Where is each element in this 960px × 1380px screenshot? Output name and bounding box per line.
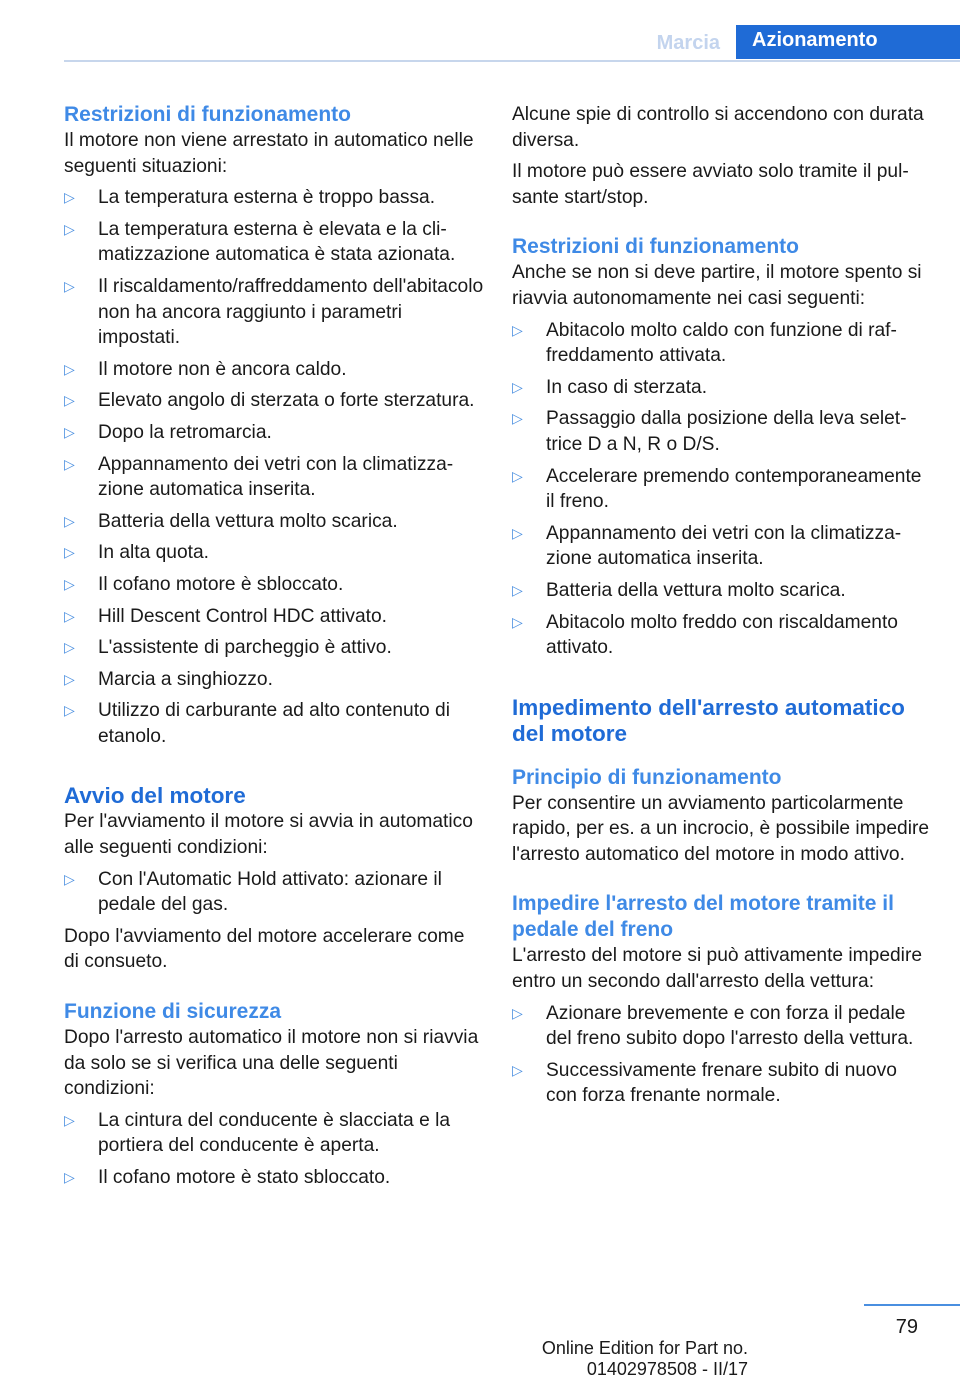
list-item-text: La cintura del conducente è slacciata e la portiera del conducente è aperta. <box>98 1109 450 1157</box>
list-item-text: Elevato angolo di sterzata o forte sterzatura. <box>98 390 475 412</box>
list-item-text: Marcia a singhiozzo. <box>98 668 273 690</box>
bullet-triangle-icon: ▷ <box>64 1169 75 1185</box>
brake-pedal-heading: Impedire l'arresto del motore tramite il pedale del freno <box>512 892 894 942</box>
indicator-lights-text: Alcune spie di controllo si accendono con durata diversa. <box>512 104 924 151</box>
list-item <box>64 185 484 211</box>
list-item <box>64 274 484 351</box>
left-column <box>64 102 484 1191</box>
list-item <box>512 521 932 572</box>
list-item-text: Batteria della vettura molto scarica. <box>98 510 398 532</box>
header-section: Marcia <box>656 32 720 54</box>
list-item <box>64 635 484 661</box>
list-item <box>512 610 932 661</box>
list-item-text: Dopo la retromarcia. <box>98 421 272 443</box>
list-item <box>512 1058 932 1109</box>
list-item-text: Passaggio dalla posizione della leva selettrice D a N, R o D/S. <box>546 408 907 455</box>
bullet-triangle-icon: ▷ <box>64 392 75 409</box>
safety-intro: Dopo l'arresto automatico il motore non si riavvia da solo se si verifica una delle seguenti condizioni: <box>64 1027 479 1100</box>
list-item <box>512 578 932 604</box>
bullet-triangle-icon: ▷ <box>512 378 523 395</box>
list-item <box>64 452 484 503</box>
list-item-text: Abitacolo molto freddo con riscaldamento attivato. <box>546 611 898 659</box>
list-item <box>64 867 484 918</box>
safety-list <box>64 1108 484 1191</box>
bullet-triangle-icon: ▷ <box>64 512 75 529</box>
restrictions-intro: Il motore non viene arrestato in automatico nelle seguenti situazioni: <box>64 130 474 177</box>
list-item <box>64 698 484 749</box>
edition-info: Online Edition for Part no. 01402978508 - II/17 <box>541 1338 748 1379</box>
bullet-triangle-icon: ▷ <box>512 467 523 484</box>
page-number: 79 <box>895 1316 918 1338</box>
list-item <box>64 388 484 414</box>
restart-list <box>512 318 932 661</box>
list-item <box>64 572 484 598</box>
bullet-triangle-icon: ▷ <box>512 1061 523 1078</box>
list-item-text: Batteria della vettura molto scarica. <box>546 579 846 601</box>
bullet-triangle-icon: ▷ <box>64 455 75 472</box>
list-item <box>64 604 484 630</box>
list-item-text: Appannamento dei vetri con la climatizzazione automatica inserita. <box>546 522 902 570</box>
list-item-text: In caso di sterzata. <box>546 376 708 398</box>
principle-heading: Principio di funzionamento <box>512 765 782 789</box>
list-item-text: Il motore non è ancora caldo. <box>98 358 347 380</box>
safety-heading: Funzione di sicurezza <box>64 1000 282 1024</box>
list-item <box>64 540 484 566</box>
bullet-triangle-icon: ▷ <box>512 524 523 541</box>
bullet-triangle-icon: ▷ <box>64 702 75 719</box>
bullet-triangle-icon: ▷ <box>64 220 75 237</box>
header-rule <box>64 60 960 62</box>
bullet-triangle-icon: ▷ <box>64 670 75 687</box>
list-item-text: Utilizzo di carburante ad alto contenuto di etanolo. <box>98 700 450 747</box>
list-item <box>64 420 484 446</box>
bullet-triangle-icon: ▷ <box>64 360 75 377</box>
brake-pedal-list <box>512 1001 932 1109</box>
list-item <box>64 509 484 535</box>
list-item-text: Accelerare premendo contemporaneamente il freno. <box>546 465 922 513</box>
list-item-text: Con l'Automatic Hold attivato: azionare il pedale del gas. <box>98 868 442 916</box>
list-item-text: L'assistente di parcheggio è attivo. <box>98 637 392 659</box>
right-column <box>512 102 932 1109</box>
engine-start-intro: Per l'avviamento il motore si avvia in automatico alle seguenti condizioni: <box>64 811 473 859</box>
list-item <box>512 318 932 369</box>
bullet-triangle-icon: ▷ <box>512 1004 523 1021</box>
restrictions-heading-2: Restrizioni di funzionamento <box>512 235 799 259</box>
bullet-triangle-icon: ▷ <box>64 607 75 624</box>
list-item <box>512 464 932 515</box>
list-item-text: Azionare brevemente e con forza il pedale del freno subito dopo l'arresto della vettura. <box>546 1002 914 1050</box>
bullet-triangle-icon: ▷ <box>64 544 75 561</box>
list-item <box>64 667 484 693</box>
restrictions-list <box>64 185 484 749</box>
principle-text: Per consentire un avviamento particolarmente rapido, per es. a un incrocio, è possibile impedire l'arresto automatico del motore in modo attivo. <box>512 792 930 865</box>
restrictions-intro-2: Anche se non si deve partire, il motore spento si riavvia autonomamente nei casi seguenti: <box>512 262 922 309</box>
bullet-triangle-icon: ▷ <box>64 870 75 887</box>
list-item <box>512 375 932 401</box>
bullet-triangle-icon: ▷ <box>64 575 75 592</box>
list-item-text: In alta quota. <box>98 542 209 564</box>
bullet-triangle-icon: ▷ <box>64 639 75 656</box>
list-item-text: La temperatura esterna è elevata e la climatizzazione automatica è stata azionata. <box>98 218 456 266</box>
brake-pedal-intro: L'arresto del motore si può attivamente impedire entro un secondo dall'arresto della vettura: <box>512 945 923 993</box>
restrictions-heading: Restrizioni di funzionamento <box>64 103 351 126</box>
prevent-stop-heading: Impedimento dell'arresto automatico del motore <box>512 694 905 746</box>
bullet-triangle-icon: ▷ <box>512 613 523 630</box>
list-item <box>512 1001 932 1052</box>
engine-start-list <box>64 867 484 918</box>
list-item-text: Il cofano motore è stato sbloccato. <box>98 1167 391 1188</box>
list-item-text: Hill Descent Control HDC attivato. <box>98 605 387 627</box>
footer-rule <box>864 1304 960 1306</box>
header-chapter: Azionamento <box>736 25 960 59</box>
bullet-triangle-icon: ▷ <box>512 581 523 598</box>
bullet-triangle-icon: ▷ <box>64 189 75 206</box>
list-item-text: La temperatura esterna è troppo bassa. <box>98 187 436 209</box>
list-item <box>64 357 484 383</box>
bullet-triangle-icon: ▷ <box>64 1111 75 1128</box>
bullet-triangle-icon: ▷ <box>512 321 523 338</box>
list-item-text: Il riscaldamento/raffreddamento dell'abitacolo non ha ancora raggiunto i parametri impostati. <box>98 275 484 349</box>
bullet-triangle-icon: ▷ <box>512 410 523 427</box>
list-item <box>64 1108 484 1159</box>
list-item <box>64 217 484 268</box>
engine-start-after: Dopo l'avviamento del motore accelerare come di consueto. <box>64 925 465 973</box>
engine-start-heading: Avvio del motore <box>64 783 246 809</box>
list-item-text: Appannamento dei vetri con la climatizzazione automatica inserita. <box>98 453 454 501</box>
bullet-triangle-icon: ▷ <box>64 277 75 294</box>
start-stop-text: Il motore può essere avviato solo tramite il pulsante start/stop. <box>512 161 909 208</box>
list-item-text: Successivamente frenare subito di nuovo con forza frenante normale. <box>546 1059 897 1107</box>
list-item <box>64 1165 484 1191</box>
list-item <box>512 406 932 457</box>
list-item-text: Abitacolo molto caldo con funzione di raffreddamento attivata. <box>546 319 897 367</box>
bullet-triangle-icon: ▷ <box>64 423 75 440</box>
list-item-text: Il cofano motore è sbloccato. <box>98 573 344 595</box>
